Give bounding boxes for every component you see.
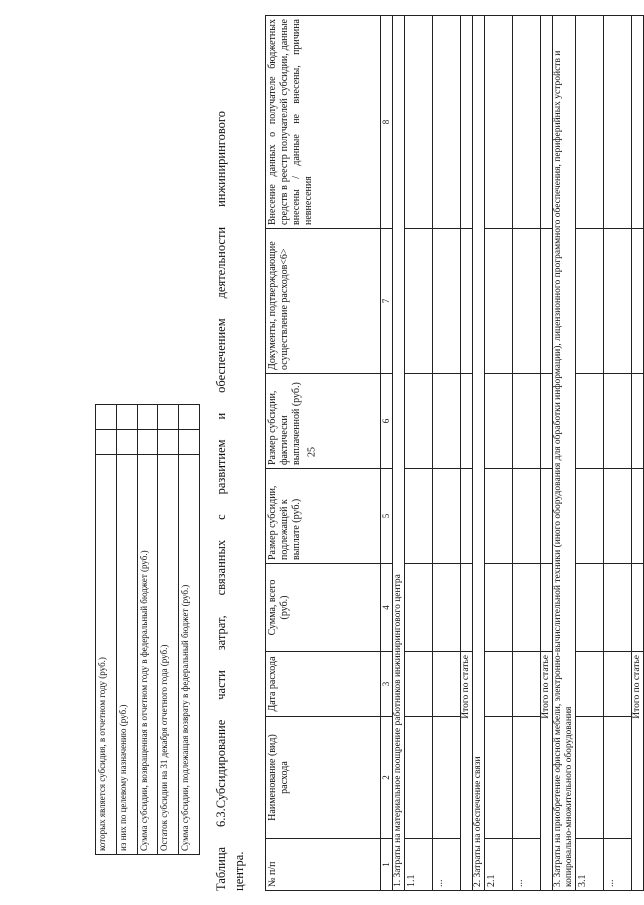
row-label: которых является субсидия, в отчетном году (руб.) [96, 455, 117, 855]
table-row [96, 405, 117, 855]
total-row [541, 16, 553, 891]
table-row [513, 16, 541, 891]
caption-line-2: центра. [232, 851, 246, 891]
total-label: Итого по статье [541, 652, 553, 891]
header-registry: Внесение данных о получателе бюджетных средств в реестр получателей субсидии, данные внесены / данные не внесены, причина невнесения [266, 16, 381, 229]
row-label: Остаток субсидии на 31 декабря отчетного года (руб.) [158, 455, 179, 855]
expenses-table [265, 15, 644, 891]
row-label: Сумма субсидии, подлежащая возврату в федеральный бюджет (руб.) [179, 455, 200, 855]
col-number: 4 [381, 564, 393, 652]
header-number: № п/п [266, 839, 381, 891]
table-row [433, 16, 461, 891]
rotated-page-content [95, 16, 642, 891]
section-title-row [553, 16, 576, 891]
col-number: 6 [381, 374, 393, 469]
caption-line-1: Таблица 6.3.Субсидирование части затрат, связанных с развитием и обеспечением деятельности инжинирингового [214, 111, 228, 891]
table-row [116, 405, 137, 855]
table-row [158, 405, 179, 855]
col-number: 5 [381, 469, 393, 564]
row-ellipsis: ... [604, 839, 632, 891]
row-number: 3.1 [576, 839, 604, 891]
table-caption [212, 111, 248, 891]
header-date: Дата расхода [266, 652, 381, 717]
table-row [137, 405, 158, 855]
row-ellipsis: ... [513, 839, 541, 891]
total-row [461, 16, 473, 891]
row-label: из них по целевому назначению (руб.) [116, 455, 137, 855]
row-label: Сумма субсидии, возвращенная в отчетном году в федеральный бюджет (руб.) [137, 455, 158, 855]
row-ellipsis: ... [433, 839, 461, 891]
col-number: 1 [381, 839, 393, 891]
table-row [576, 16, 604, 891]
total-label: Итого по статье [632, 652, 644, 891]
section-title-row [473, 16, 485, 891]
table-row [405, 16, 433, 891]
table-row [485, 16, 513, 891]
header-subsidy-paid: Размер субсидии, фактически выплаченной (руб.) [266, 374, 381, 469]
header-documents: Документы, подтверждающие осуществление расходов<6> [266, 229, 381, 374]
section-title: 1. Затраты на материальное поощрение работников инжинирингового центра [393, 16, 405, 891]
col-number: 2 [381, 717, 393, 839]
table-row [179, 405, 200, 855]
row-number: 2.1 [485, 839, 513, 891]
column-number-row [381, 16, 393, 891]
header-total: Сумма, всего (руб.) [266, 564, 381, 652]
col-number: 8 [381, 16, 393, 229]
section-title: 3. Затраты на приобретение офисной мебели, электронно-вычислительной техники (иного оборудования для обработки информации), лицензионного программного обеспечения, периферийных устройств и копировально-множительного оборудования [553, 16, 576, 891]
page-number: 25 [306, 447, 318, 457]
table-row [604, 16, 632, 891]
col-number: 7 [381, 229, 393, 374]
section-title: 2. Затраты на обеспечение связи [473, 16, 485, 891]
total-row [632, 16, 644, 891]
header-expense-name: Наименование (вид) расхода [266, 717, 381, 839]
row-number: 1.1 [405, 839, 433, 891]
section-title-row [393, 16, 405, 891]
subsidy-balance-table [95, 404, 200, 855]
total-label: Итого по статье [461, 652, 473, 891]
col-number: 3 [381, 652, 393, 717]
table-header-row [266, 16, 381, 891]
header-subsidy-due: Размер субсидии, подлежащей к выплате (руб.) [266, 469, 381, 564]
